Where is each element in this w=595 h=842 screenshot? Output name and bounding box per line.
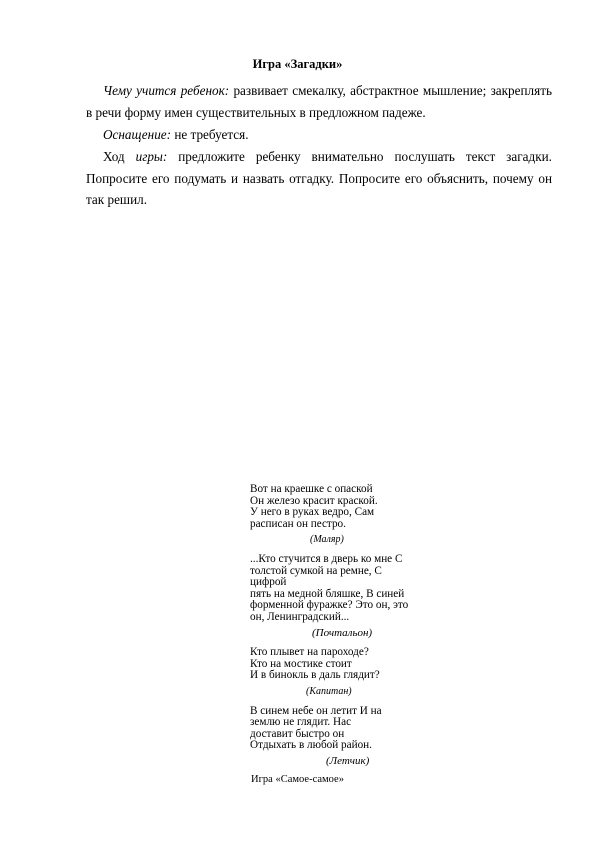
paragraph-goal [86,80,552,123]
riddles-block [250,484,410,775]
course-label: игры: [135,149,168,164]
next-section-title: Игра «Самое-самое» [251,774,344,785]
riddle-text: Кто плывет на пароходе? Кто на мостике стоит И в бинокль в даль глядит? [250,646,380,682]
goal-text: развивает смекалку, абстрактное мышление; закреплять в речи форму имен существительных в предложном падеже. [86,83,552,120]
goal-label: Чему учится ребенок: [103,83,230,98]
riddle-answer: (Капитан) [306,685,352,697]
riddle-answer: (Летчик) [326,754,370,767]
course-prefix: Ход [103,149,136,164]
riddle-text: В синем небе он летит И на землю не глядит. Нас доставит быстро он Отдыхать в любой район. [250,704,382,752]
riddle-text: Вот на краешке с опаской Он железо красит краской. У него в руках ведро, Сам расписан он пестро. [250,483,378,530]
equipment-text: не требуется. [171,127,249,142]
paragraph-course [86,146,552,211]
page-title: Игра «Загадки» [252,57,343,71]
course-text: предложите ребенку внимательно послушать текст загадки. Попросите его подумать и назвать отгадку. Попросите его объяснить, почему он так решил. [86,149,552,207]
riddle-answer: (Маляр) [310,534,344,546]
riddle-answer: (Почтальон) [312,626,373,639]
paragraph-equipment [86,124,552,146]
equipment-label: Оснащение: [103,127,172,142]
riddle-text: ...Кто стучится в дверь ко мне С толстой сумкой на ремне, С цифрой пять на медной бляшке, В синей форменной фуражке? Это он, это он, Ленинградский... [250,552,409,623]
